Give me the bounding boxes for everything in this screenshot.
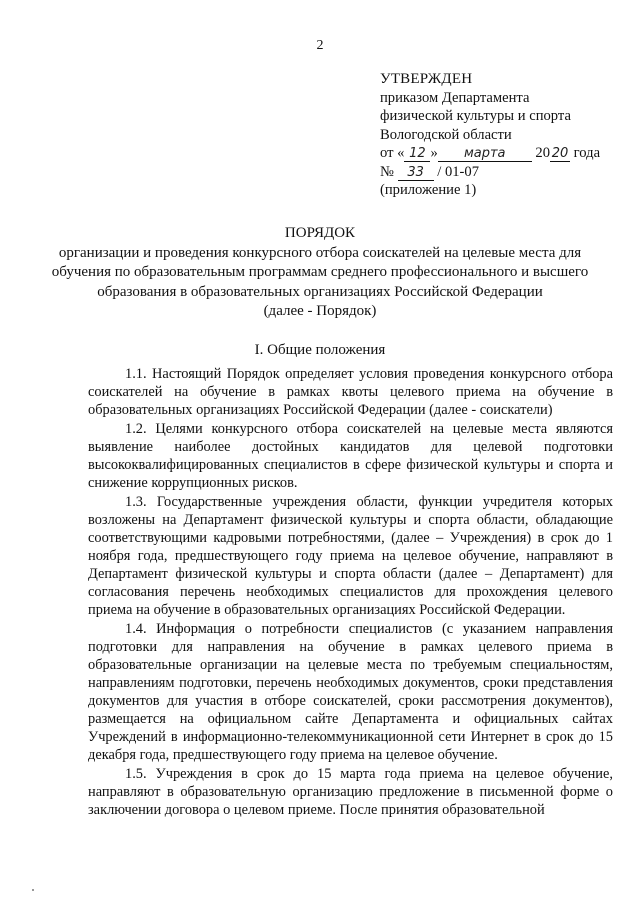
document-title: ПОРЯДОК <box>284 225 356 241</box>
approval-block <box>380 70 600 200</box>
date-suffix: года <box>573 145 601 161</box>
date-month-handwritten: марта <box>438 146 532 162</box>
date-day-handwritten: 12 <box>404 146 430 162</box>
approval-number <box>380 163 600 182</box>
paragraph: 1.1. Настоящий Порядок определяет условия проведения конкурсного отбора соискателей на обучение в рамках квоты целевого приема на обучение в образовательных организациях Российской Федерации (далее - соискатели) <box>88 366 613 418</box>
date-mid: » <box>430 145 438 161</box>
document-note: (далее - Порядок) <box>263 303 377 320</box>
approval-line-2: физической культуры и спорта <box>380 108 571 124</box>
paragraph: 1.5. Учреждения в срок до 15 марта года приема на целевое обучение, направляют в образовательную организацию предложение в письменной форме о заключении договора о целевом приеме. После принятия образовательной <box>88 765 613 818</box>
paragraph: 1.2. Целями конкурсного отбора соискателей на целевые места являются выявление наиболее достойных кандидатов для целевой подготовки высококвалифицированных специалистов в сфере физической культуры и спорта и снижение коррупционных рисков. <box>88 421 613 491</box>
document-title-block <box>0 224 640 322</box>
paragraph: 1.4. Информация о потребности специалистов (с указанием направления подготовки для направления на обучение в рамках целевого приема в образовательные организации на целевые места по требуемым специальностям, направлениям подготовки, перечень необходимых документов, сроки представления документов для участия в отборе соискателей, сроки рассмотрения документов), размещается на официальном сайте Департамента и официальных сайтах Учреждений в информационно-телекоммуникационной сети Интернет в срок до 15 декабря года, предшествующего году приема на целевое обучение. <box>88 621 613 763</box>
date-year-handwritten: 20 <box>551 146 569 161</box>
scan-speck <box>32 889 34 891</box>
page-number: 2 <box>316 38 324 53</box>
approval-line-3: Вологодской области <box>380 126 512 143</box>
approval-title: УТВЕРЖДЕН <box>380 71 473 87</box>
number-prefix: № <box>380 163 394 180</box>
approval-appendix: (приложение 1) <box>380 182 477 198</box>
date-year-prefix: 20 <box>535 145 550 161</box>
approval-date <box>380 144 600 163</box>
approval-line-1: приказом Департамента <box>380 89 530 106</box>
section-title: I. Общие положения <box>254 342 386 358</box>
body-text <box>88 366 613 821</box>
paragraph: 1.3. Государственные учреждения области, функции учредителя которых возложены на Департамент физической культуры и спорта области, обладающие соответствующими кадровыми потребностями, (далее – Учреждения) в срок до 1 ноября года, предшествующего году приема на целевое обучение, направляют в Департамент физической культуры и спорта области (далее – Департамент) для согласования перечень необходимых специалистов для прохождения целевого приема на обучение в образовательных организациях Российской Федерации. <box>88 494 613 618</box>
date-prefix: от « <box>380 145 405 161</box>
document-subtitle: организации и проведения конкурсного отбора соискателей на целевые места для обучения по образовательным программам среднего профессионального и высшего образования в образовательных организациях Российской Федерации <box>51 244 589 300</box>
number-suffix: / 01-07 <box>437 163 480 180</box>
number-handwritten: 33 <box>398 165 434 181</box>
